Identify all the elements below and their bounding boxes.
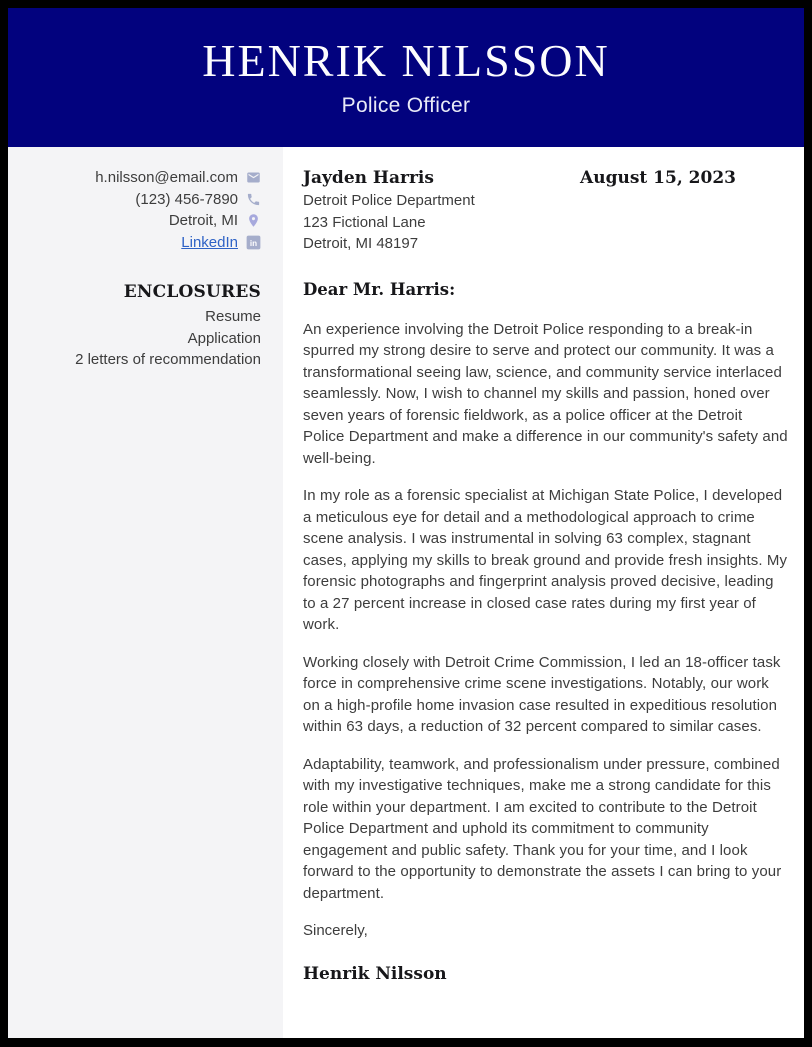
letter-paragraph-1: An experience involving the Detroit Police responding to a break-in spurred my strong desire to serve and protect our community. It was a transformational seeing law, science, and community service interlaced seamlessly. Now, I wish to channel my skills and passion, honed over seven years of forensic fieldwork, as a police officer at the Detroit Police Department and make a difference in our community's safety and well-being.: [303, 320, 788, 467]
location-pin-icon: [245, 213, 261, 229]
enclosure-item: Application: [187, 329, 261, 347]
contact-email: h.nilsson@email.com: [95, 169, 238, 186]
recipient-name: Jayden Harris: [303, 168, 434, 188]
header-band: [8, 8, 804, 147]
letter-paragraph-2: In my role as a forensic specialist at Michigan State Police, I developed a meticulous eye for detail and a methodological approach to crime scene analysis. I was instrumental in solving 63 complex, stagnant cases, applying my skills to break ground and provide fresh insights. My forensic photographs and fingerprint analysis proved decisive, leading to a 27 percent increase in closed case rates during my first year of work.: [303, 487, 788, 633]
enclosure-item: Resume: [205, 308, 261, 325]
contact-linkedin-row: [18, 232, 261, 254]
phone-icon: [245, 191, 261, 207]
closing: Sincerely,: [303, 922, 368, 939]
linkedin-link[interactable]: LinkedIn: [181, 233, 238, 251]
enclosures-heading: ENCLOSURES: [123, 282, 261, 302]
contact-phone-row: [18, 189, 261, 211]
salutation: Dear Mr. Harris:: [303, 279, 456, 299]
recipient-company: Detroit Police Department: [303, 192, 475, 209]
letter-paragraph-3: Working closely with Detroit Crime Commission, I led an 18-officer task force in comprehensive crime scene investigations. Notably, our work on a high-profile home invasion case resulted in expeditious resolution within 63 days, a reduction of 32 percent compared to similar cases.: [303, 653, 781, 735]
envelope-icon: [245, 170, 261, 186]
recipient-block: [303, 167, 475, 255]
candidate-name: HENRIK NILSSON: [202, 34, 610, 86]
letter-date: August 15, 2023: [580, 168, 736, 188]
enclosures-block: [18, 281, 261, 371]
enclosure-item: 2 letters of recommendation: [75, 351, 261, 368]
recipient-city: Detroit, MI 48197: [303, 235, 419, 252]
signature-name: Henrik Nilsson: [303, 963, 447, 984]
letter-head: [303, 167, 788, 255]
contact-block: [18, 167, 261, 253]
recipient-street: 123 Fictional Lane: [303, 213, 426, 231]
linkedin-icon[interactable]: [245, 234, 261, 250]
contact-email-row: [18, 167, 261, 189]
candidate-job-title: Police Officer: [341, 94, 471, 118]
contact-location: Detroit, MI: [168, 212, 238, 229]
contact-phone: (123) 456-7890: [135, 190, 238, 208]
sidebar: [8, 147, 283, 1038]
contact-location-row: [18, 210, 261, 232]
letter-paragraph-4: Adaptability, teamwork, and professionalism under pressure, combined with my investigative techniques, make me a strong candidate for this role within your department. I am excited to contribute to the Detroit Police Department and uphold its commitment to community engagement and public safety. Thank you for your time, and I look forward to the opportunity to demonstrate the assets I can bring to your department.: [303, 755, 782, 902]
letter-body: [283, 147, 804, 1038]
svg-text:in: in: [249, 238, 257, 248]
cover-letter-page: [8, 8, 804, 1038]
content-columns: [8, 147, 804, 1038]
